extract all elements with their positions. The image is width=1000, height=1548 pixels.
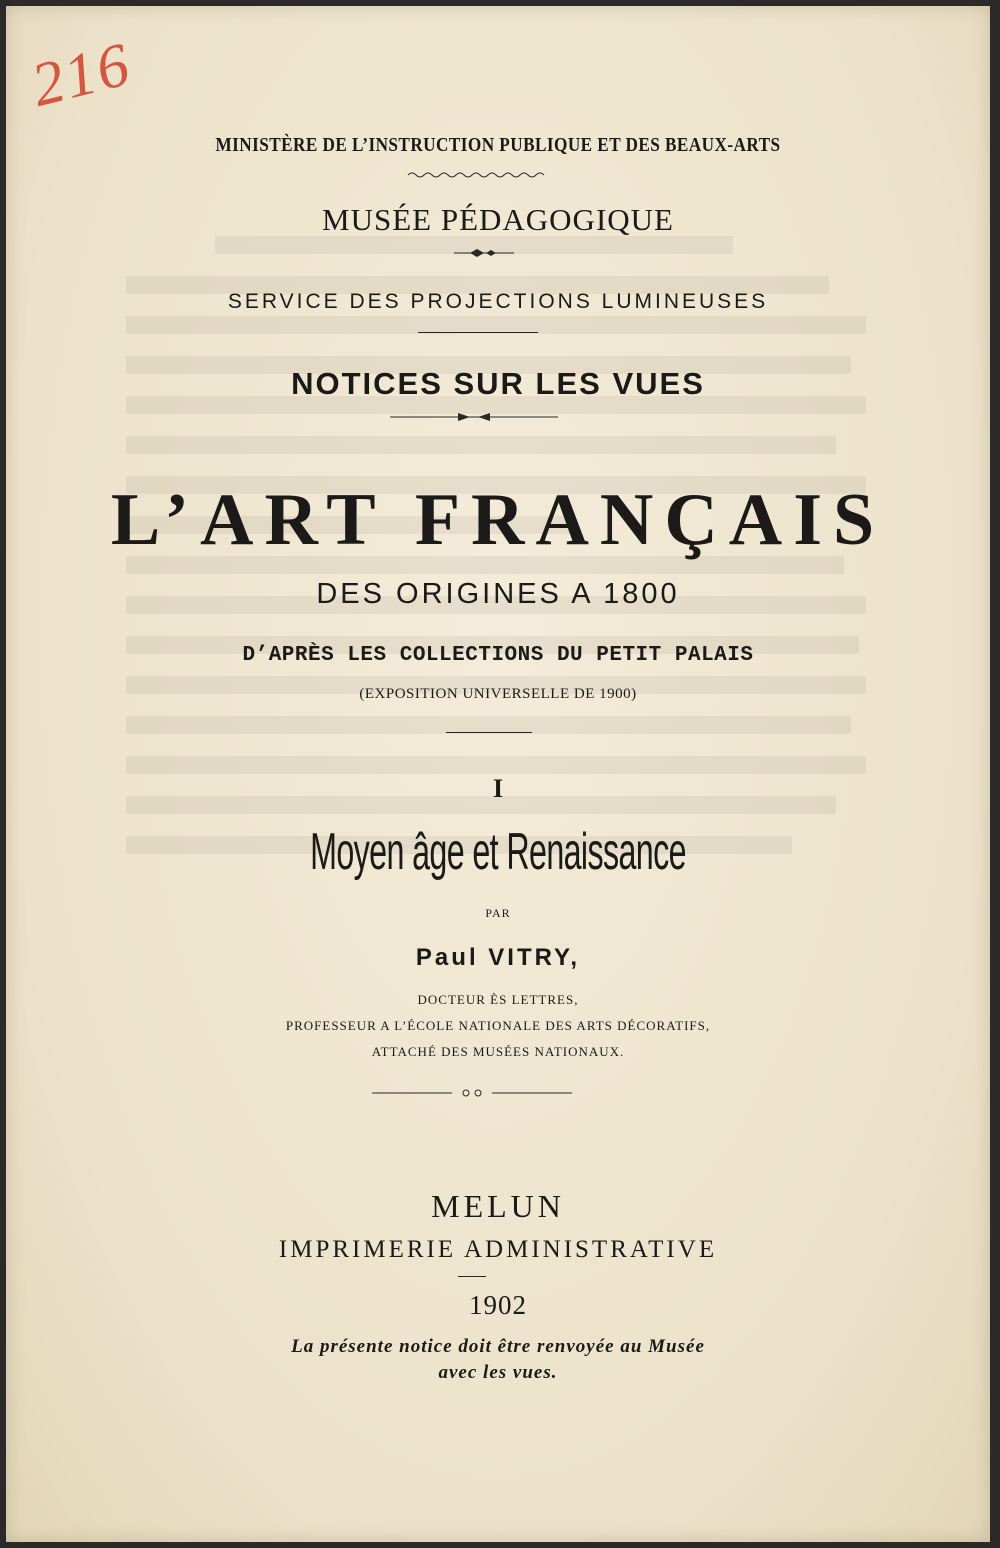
main-title: L’ART FRANÇAIS	[110, 479, 886, 561]
collections-line: D’APRÈS LES COLLECTIONS DU PETIT PALAIS	[242, 644, 754, 667]
volume-title: Moyen âge et Renaissance	[310, 823, 686, 881]
credential-line-2: PROFESSEUR A L’ÉCOLE NATIONALE DES ARTS DÉCORATIFS,	[285, 1018, 711, 1033]
divider-rule-2	[446, 732, 532, 733]
exposition-line: (EXPOSITION UNIVERSELLE DE 1900)	[359, 686, 637, 702]
return-notice-line-1: La présente notice doit être renvoyée au Musée	[291, 1336, 705, 1357]
ministry-heading: MINISTÈRE DE L’INSTRUCTION PUBLIQUE ET DES BEAUX-ARTS	[215, 134, 781, 156]
divider-rule	[418, 332, 538, 333]
author-name: Paul VITRY,	[415, 944, 581, 971]
small-ornament	[6, 246, 990, 260]
handwritten-catalog-number: 216	[25, 30, 138, 120]
credential-line-3: ATTACHÉ DES MUSÉES NATIONAUX.	[371, 1044, 625, 1059]
printer: IMPRIMERIE ADMINISTRATIVE	[278, 1236, 718, 1263]
city: MELUN	[431, 1188, 565, 1224]
museum-heading: MUSÉE PÉDAGOGIQUE	[322, 202, 674, 237]
arrow-ornament	[6, 410, 990, 424]
document-page	[6, 6, 990, 1542]
year: 1902	[469, 1290, 527, 1320]
return-notice-line-2: avec les vues.	[438, 1362, 558, 1383]
divider-rule-3	[458, 1276, 486, 1277]
par-label: PAR	[485, 906, 511, 920]
subtitle: DES ORIGINES A 1800	[316, 578, 680, 610]
loop-ornament	[6, 1086, 990, 1100]
service-heading: SERVICE DES PROJECTIONS LUMINEUSES	[227, 290, 769, 313]
wavy-rule-ornament	[6, 168, 990, 182]
notices-heading: NOTICES SUR LES VUES	[291, 366, 705, 401]
volume-number: I	[492, 774, 504, 803]
credential-line-1: DOCTEUR ÈS LETTRES,	[417, 992, 579, 1007]
